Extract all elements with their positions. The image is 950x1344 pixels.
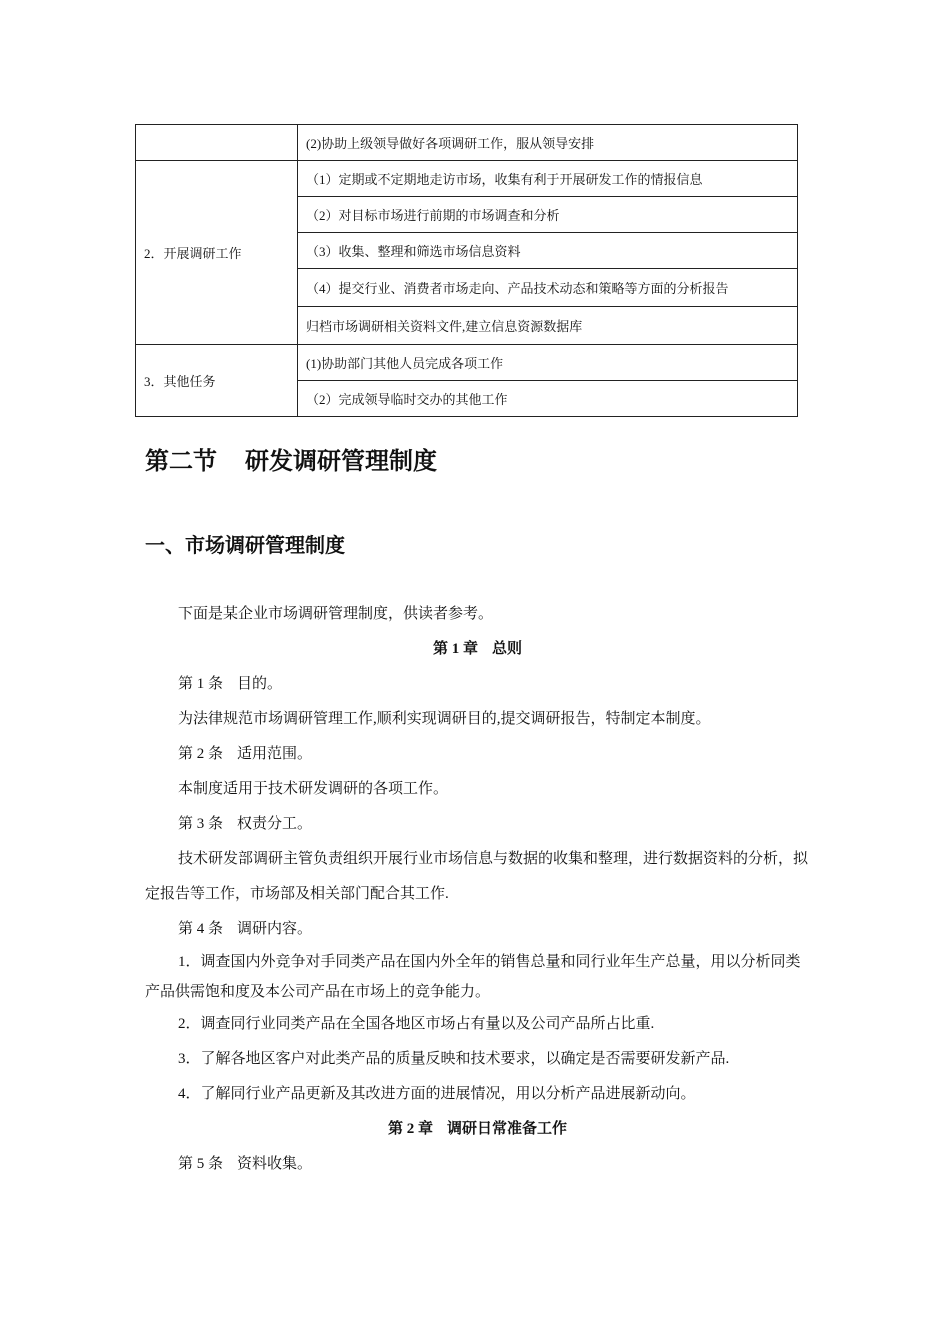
article-title: 目的。	[237, 676, 283, 692]
intro-paragraph: 下面是某企业市场调研管理制度，供读者参考。	[178, 606, 494, 622]
article-number: 第 4 条	[178, 921, 224, 937]
section-number: 第二节	[145, 447, 217, 475]
article-title: 权责分工。	[237, 816, 313, 832]
article-number: 第 3 条	[178, 816, 224, 832]
table-row	[136, 161, 798, 197]
category-cell: 3．其他任务	[136, 345, 298, 417]
category-cell	[136, 125, 298, 161]
article-item: 2．调查同行业同类产品在全国各地区市场占有量以及公司产品所占比重.	[178, 1016, 655, 1032]
table-row	[136, 125, 798, 161]
article-heading	[145, 807, 810, 842]
task-cell: （1）定期或不定期地走访市场，收集有利于开展研发工作的情报信息	[298, 161, 798, 197]
article-title: 资料收集。	[237, 1156, 313, 1172]
table-row	[136, 345, 798, 381]
article-item: 4．了解同行业产品更新及其改进方面的进展情况，用以分析产品进展新动向。	[178, 1086, 696, 1102]
task-cell: （4）提交行业、消费者市场走向、产品技术动态和策略等方面的分析报告	[298, 269, 798, 307]
chapter-heading	[145, 1112, 810, 1147]
article-text: 技术研发部调研主管负责组织开展行业市场信息与数据的收集和整理，进行数据资料的分析，拟定报告等工作，市场部及相关部门配合其工作.	[145, 851, 809, 902]
article-item: 1．调查国内外竞争对手同类产品在国内外全年的销售总量和同行业年生产总量，用以分析同类产品供需饱和度及本公司产品在市场上的竞争能力。	[145, 954, 801, 1000]
chapter-title: 调研日常准备工作	[447, 1121, 568, 1137]
section-heading	[145, 441, 437, 476]
task-cell: (1)协助部门其他人员完成各项工作	[298, 345, 798, 381]
article-title: 调研内容。	[237, 921, 313, 937]
chapter-number: 第 1 章	[432, 641, 478, 657]
chapter-heading	[145, 632, 810, 667]
article-number: 第 1 条	[178, 676, 224, 692]
article-item: 3．了解各地区客户对此类产品的质量反映和技术要求，以确定是否需要研发新产品.	[178, 1051, 730, 1067]
article-number: 第 5 条	[178, 1156, 224, 1172]
task-cell: （3）收集、整理和筛选市场信息资料	[298, 233, 798, 269]
task-cell: (2)协助上级领导做好各项调研工作，服从领导安排	[298, 125, 798, 161]
article-heading	[145, 912, 810, 947]
duties-table	[135, 124, 798, 417]
article-heading	[145, 1147, 810, 1182]
chapter-number: 第 2 章	[387, 1121, 433, 1137]
task-cell: （2）完成领导临时交办的其他工作	[298, 381, 798, 417]
category-cell: 2．开展调研工作	[136, 161, 298, 345]
task-cell: 归档市场调研相关资料文件,建立信息资源数据库	[298, 307, 798, 345]
article-number: 第 2 条	[178, 746, 224, 762]
task-cell: （2）对目标市场进行前期的市场调查和分析	[298, 197, 798, 233]
article-text: 为法律规范市场调研管理工作,顺利实现调研目的,提交调研报告，特制定本制度。	[178, 711, 711, 727]
article-title: 适用范围。	[237, 746, 313, 762]
section-title: 研发调研管理制度	[245, 447, 437, 475]
subsection-heading: 一、市场调研管理制度	[145, 533, 345, 557]
article-heading	[145, 667, 810, 702]
chapter-title: 总则	[492, 641, 523, 657]
article-heading	[145, 737, 810, 772]
document-body	[145, 597, 810, 1182]
article-text: 本制度适用于技术研发调研的各项工作。	[178, 781, 449, 797]
